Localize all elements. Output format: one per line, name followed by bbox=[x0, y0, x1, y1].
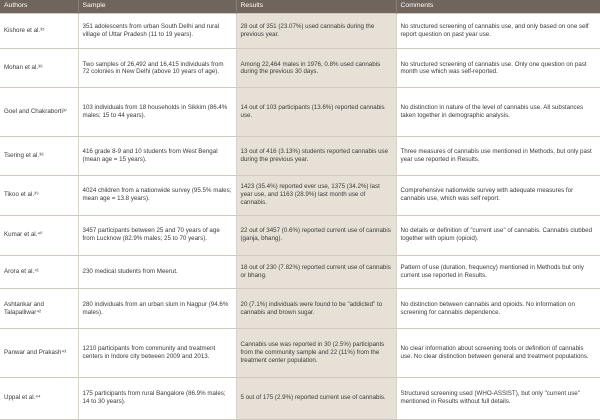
cell-results: Cannabis use was reported in 30 (2.5%) participants from the community sample and 22 (11%) from the treatment center population. bbox=[236, 329, 396, 377]
table-row bbox=[0, 136, 600, 175]
table-row bbox=[0, 377, 600, 419]
cell-results: 13 out of 416 (3.13%) students reported cannabis use during the previous year. bbox=[236, 136, 396, 175]
cell-author: Kishore et al.³⁵ bbox=[0, 13, 78, 49]
header-authors: Authors bbox=[0, 0, 78, 13]
cell-comments: Three measures of cannabis use mentioned in Methods, but only past year use reported in Results. bbox=[396, 136, 600, 175]
cell-sample: 103 individuals from 18 households in Sikkim (86.4% males; 15 to 44 years). bbox=[78, 88, 236, 136]
cell-comments: No clear information about screening tools or definition of cannabis use. No clear distinction between general and treatment populations. bbox=[396, 329, 600, 377]
header-results: Results bbox=[236, 0, 396, 13]
cell-results: 1423 (35.4%) reported ever use, 1375 (34.2%) last year use, and 1163 (28.9%) last month use of cannabis. bbox=[236, 175, 396, 215]
cell-results: 18 out of 230 (7.82%) reported current use of cannabis or bhang. bbox=[236, 255, 396, 289]
cell-author: Uppal et al.⁴⁴ bbox=[0, 377, 78, 419]
cell-results: 5 out of 175 (2.9%) reported current use of cannabis. bbox=[236, 377, 396, 419]
cell-sample: Two samples of 26,492 and 16,415 individuals from 72 colonies in New Delhi (above 10 years of age). bbox=[78, 49, 236, 88]
cell-author: Ashtankar and Talapalliwar⁴² bbox=[0, 289, 78, 329]
cell-author: Kumar et al.⁴⁰ bbox=[0, 215, 78, 255]
cell-comments: Comprehensive nationwide survey with adequate measures for cannabis use, which was self report. bbox=[396, 175, 600, 215]
cell-results: 20 (7.1%) individuals were found to be "addicted" to cannabis and brown sugar. bbox=[236, 289, 396, 329]
cell-sample: 175 participants from rural Bangalore (86.9% males; 14 to 30 years). bbox=[78, 377, 236, 419]
cell-comments: No distinction in nature of the level of cannabis use. All substances taken together in demographic analysis. bbox=[396, 88, 600, 136]
header-sample: Sample bbox=[78, 0, 236, 13]
table-row bbox=[0, 13, 600, 49]
cell-sample: 4024 children from a nationwide survey (95.5% males; mean age = 13.8 years). bbox=[78, 175, 236, 215]
cell-comments: Pattern of use (duration, frequency) mentioned in Methods but only current use reported in Results. bbox=[396, 255, 600, 289]
cell-sample: 351 adolescents from urban South Delhi and rural village of Uttar Pradesh (11 to 19 years). bbox=[78, 13, 236, 49]
cell-sample: 3457 participants between 25 and 70 years of age from Lucknow (82.9% males; 25 to 70 years). bbox=[78, 215, 236, 255]
cell-author: Arora et al.⁴¹ bbox=[0, 255, 78, 289]
table-row bbox=[0, 215, 600, 255]
cell-comments: No details or definition of "current use" of cannabis. Cannabis clubbed together with opium (opioid). bbox=[396, 215, 600, 255]
cell-comments: No distinction between cannabis and opioids. No information on screening for cannabis dependence. bbox=[396, 289, 600, 329]
table-header-row bbox=[0, 0, 600, 13]
cell-results: 28 out of 351 (23.07%) used cannabis during the previous year. bbox=[236, 13, 396, 49]
cell-sample: 1210 participants from community and treatment centers in Indore city between 2009 and 2013. bbox=[78, 329, 236, 377]
header-comments: Comments bbox=[396, 0, 600, 13]
cell-comments: No structured screening of cannabis use, and only based on one self report question on past year use. bbox=[396, 13, 600, 49]
cell-results: Among 22,464 males in 1976, 0.8% used cannabis during the previous 30 days. bbox=[236, 49, 396, 88]
cell-author: Tsering et al.³⁸ bbox=[0, 136, 78, 175]
cell-comments: Structured screening used (WHO-ASSIST), but only "current use" mentioned in Results without full details. bbox=[396, 377, 600, 419]
cell-sample: 230 medical students from Meerut. bbox=[78, 255, 236, 289]
table-row bbox=[0, 175, 600, 215]
table-row bbox=[0, 329, 600, 377]
cell-comments: No structured screening of cannabis use. Only one question on past month use which was self-reported. bbox=[396, 49, 600, 88]
cell-author: Tikoo et al.³⁹ bbox=[0, 175, 78, 215]
table-row bbox=[0, 49, 600, 88]
cell-results: 14 out of 103 participants (13.6%) reported cannabis use. bbox=[236, 88, 396, 136]
table-row bbox=[0, 88, 600, 136]
cell-sample: 280 individuals from an urban slum in Nagpur (94.6% males). bbox=[78, 289, 236, 329]
cell-author: Goel and Chakraborti³⁷ bbox=[0, 88, 78, 136]
cell-author: Mohan et al.³⁶ bbox=[0, 49, 78, 88]
cell-sample: 416 grade 8-9 and 10 students from West Bengal (mean age = 15 years). bbox=[78, 136, 236, 175]
cell-results: 22 out of 3457 (0.6%) reported current use of cannabis (ganja, bhang). bbox=[236, 215, 396, 255]
table-row bbox=[0, 289, 600, 329]
table-row bbox=[0, 255, 600, 289]
cell-author: Panwar and Prakash⁴³ bbox=[0, 329, 78, 377]
